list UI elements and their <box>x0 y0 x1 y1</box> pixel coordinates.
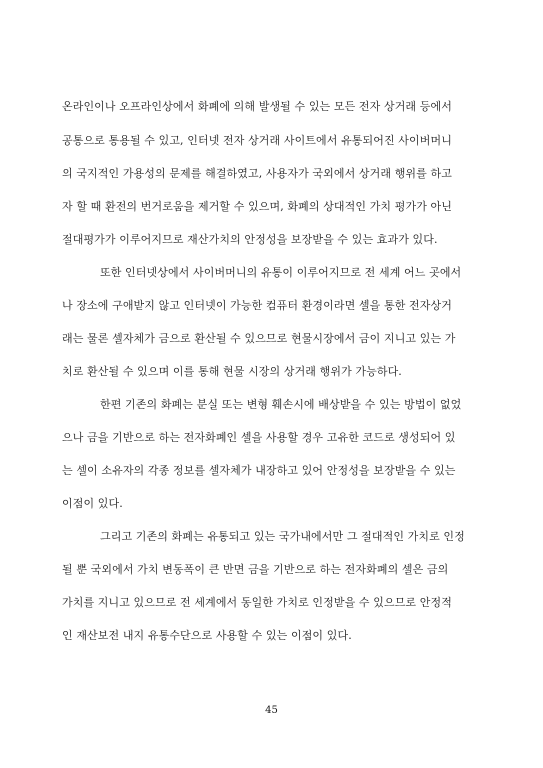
body-text-line: 온라인이나 오프라인상에서 화폐에 의해 발생될 수 있는 모든 전자 상거래 등에서 <box>62 100 452 113</box>
page-number: 45 <box>265 705 278 716</box>
body-text-line: 인 재산보전 내지 유통수단으로 사용할 수 있는 이점이 있다. <box>62 629 352 642</box>
body-text-line: 또한 인터넷상에서 사이버머니의 유통이 이루어지므로 전 세계 어느 곳에서 <box>100 266 462 279</box>
body-text-line: 래는 물론 셀자체가 금으로 환산될 수 있으므로 현물시장에서 금이 지니고 있는 가 <box>62 332 456 345</box>
body-text-line: 는 셀이 소유자의 각종 정보를 셀자체가 내장하고 있어 안정성을 보장받을 수 있는 <box>62 464 456 477</box>
body-text-line: 치로 환산될 수 있으며 이를 통해 현물 시장의 상거래 행위가 가능하다. <box>62 365 402 378</box>
body-text-line: 될 뿐 국외에서 가치 변동폭이 큰 반면 금을 기반으로 하는 전자화폐의 셀은 금의 <box>62 563 449 576</box>
body-text-line: 이점이 있다. <box>62 497 123 510</box>
body-text-line: 나 장소에 구애받지 않고 인터넷이 가능한 컴퓨터 환경이라면 셀을 통한 전자상거 <box>62 299 452 312</box>
body-text-line: 자 할 때 환전의 번거로움을 제거할 수 있으며, 화폐의 상대적인 가치 평가가 아닌 <box>62 200 452 213</box>
body-text-line: 의 국지적인 가용성의 문제를 해결하였고, 사용자가 국외에서 상거래 행위를 하고 <box>62 167 452 180</box>
body-text-line: 그리고 기존의 화폐는 유통되고 있는 국가내에서만 그 절대적인 가치로 인정 <box>100 530 465 543</box>
body-text-line: 으나 금을 기반으로 하는 전자화폐인 셀을 사용할 경우 고유한 코드로 생성되어 있 <box>62 431 456 444</box>
body-text-line: 절대평가가 이루어지므로 재산가치의 안정성을 보장받을 수 있는 효과가 있다. <box>62 233 438 246</box>
body-text-line: 한편 기존의 화폐는 분실 또는 변형 훼손시에 배상받을 수 있는 방법이 없었 <box>100 398 462 411</box>
body-text-line: 공통으로 통용될 수 있고, 인터넷 전자 상거래 사이트에서 유통되어진 사이버머니 <box>62 134 452 147</box>
body-text-line: 가치를 지니고 있으므로 전 세계에서 동일한 가치로 인정받을 수 있으므로 안정적 <box>62 596 452 609</box>
